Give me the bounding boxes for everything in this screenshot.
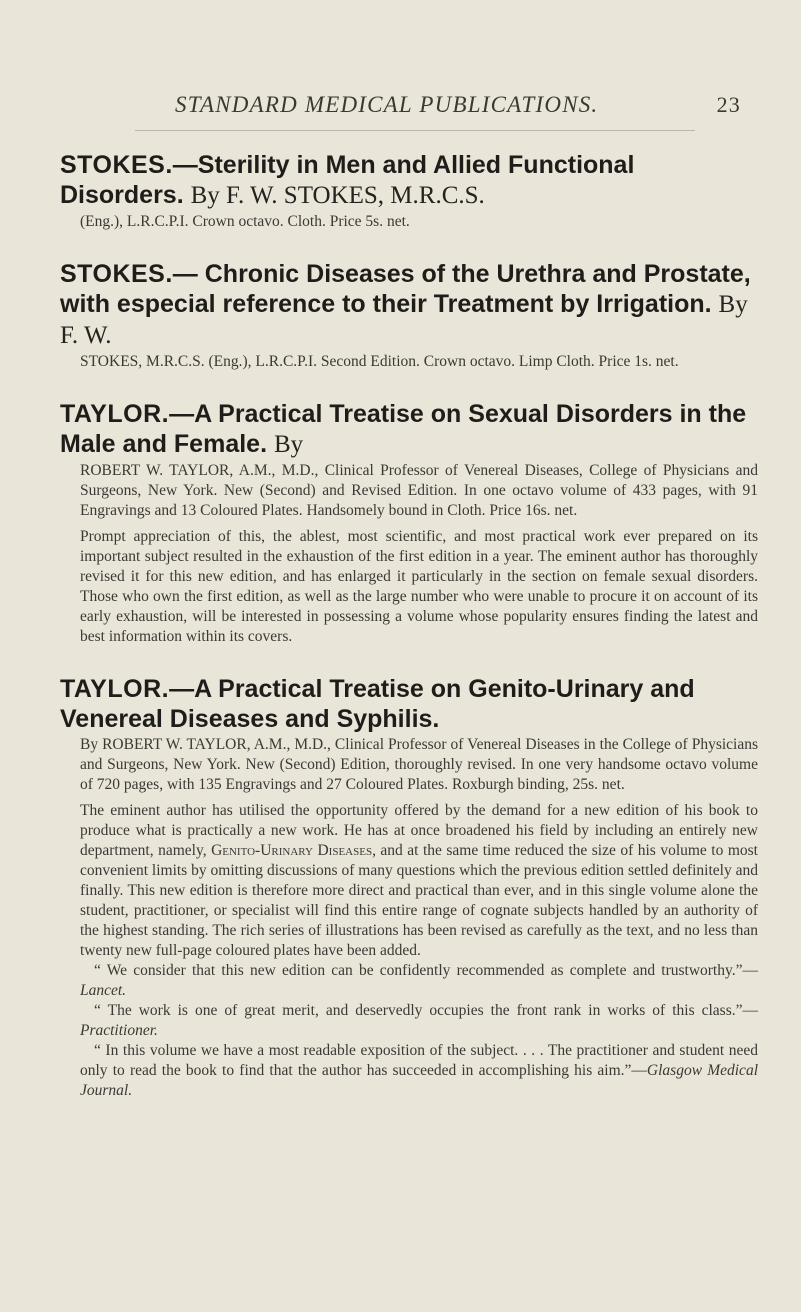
entry-stokes-urethra (58, 259, 758, 372)
entry-taylor-sexual-disorders (58, 399, 758, 647)
entry-heading (58, 674, 758, 734)
entry-description: Prompt appreciation of this, the ablest, most scientific, and most practical work ever prepared on its important subject resulted in the exhaustion of the first edition in a year. The eminent author has thoroughly revised it for this new edition, and has enlarged it particularly in the section on female sexual disorders. Those who own the first edition, as well as the large number who were unable to procure it on account of its early exhaustion, will be interested in possessing a volume whose popularity ensures finding the latest and best information within its covers. (80, 528, 758, 645)
entry-author: STOKES. (60, 151, 173, 179)
entry-byline: By (273, 431, 304, 458)
description-small-caps: Genito-Urinary Diseases (211, 842, 373, 859)
running-head-title: STANDARD MEDICAL PUBLICATIONS. (175, 92, 599, 117)
entry-heading (58, 150, 758, 211)
entry-heading (58, 259, 758, 351)
quote-text: “ We consider that this new edition can be confidently recommended as complete and trustworthy.”— (94, 962, 758, 979)
entry-title: —Sterility in Men and Allied Functional Disorders. (60, 151, 635, 209)
entry-heading (58, 399, 758, 460)
quote-source: Practitioner. (80, 1022, 158, 1039)
review-quote (80, 1041, 758, 1101)
review-quote (80, 961, 758, 1001)
page-number: 23 (716, 92, 741, 117)
entry-author: STOKES. (60, 260, 173, 288)
entry-meta: STOKES, M.R.C.S. (Eng.), L.R.C.P.I. Second Edition. Crown octavo. Limp Cloth. Price 1s. net. (80, 353, 679, 370)
quote-text: “ In this volume we have a most readable exposition of the subject. . . . The practitioner and student need only to read the book to find that the author has succeeded in accomplishing his aim.”— (80, 1042, 758, 1079)
entry-title: —A Practical Treatise on Sexual Disorders in the Male and Female. (60, 400, 747, 458)
entry-meta: By ROBERT W. TAYLOR, A.M., M.D., Clinical Professor of Venereal Diseases in the College of Physicians and Surgeons, New York. New (Second) Edition, thoroughly revised. In one very handsome octavo volume of 720 pages, with 135 Engravings and 27 Coloured Plates. Roxburgh binding, 25s. net. (80, 736, 758, 793)
quote-text: “ The work is one of great merit, and deservedly occupies the front rank in works of this class.”— (94, 1002, 758, 1019)
running-head (175, 92, 741, 118)
entry-title: —A Practical Treatise on Genito-Urinary and Venereal Diseases and Syphilis. (60, 675, 695, 733)
description-text: , and at the same time reduced the size of his volume to most convenient limits by omitting discussions of many questions which the previous edition settled definitely and finally. This new edition is therefore more direct and practical than ever, and in this single volume alone the student, practitioner, or specialist will find this entire range of cognate subjects handled by an authority of the highest standing. The rich series of illustrations has been revised as carefully as the text, and no less than twenty new full-page coloured plates have been added. (80, 842, 758, 959)
quote-source: Lancet. (80, 982, 127, 999)
header-rule (135, 130, 695, 131)
entry-taylor-genito-urinary (58, 674, 758, 1101)
review-quote (80, 1001, 758, 1041)
entry-stokes-sterility (58, 150, 758, 232)
entry-title: — Chronic Diseases of the Urethra and Prostate, with especial reference to their Treatment by Irrigation. (60, 260, 751, 318)
quote-source: Glasgow Medical Journal. (80, 1062, 758, 1099)
catalogue-listing (58, 150, 758, 1128)
entry-byline: By F. W. (60, 291, 748, 349)
description-text: The eminent author has utilised the opportunity offered by the demand for a new edition of his book to produce what is practically a new work. He has at once broadened his field by including an entirely new department, namely, (80, 802, 758, 859)
entry-meta: (Eng.), L.R.C.P.I. Crown octavo. Cloth. Price 5s. net. (80, 213, 410, 230)
entry-byline: By F. W. STOKES, M.R.C.S. (190, 182, 485, 209)
entry-author: TAYLOR. (60, 675, 170, 703)
entry-description (80, 801, 758, 961)
entry-author: TAYLOR. (60, 400, 170, 428)
entry-meta: ROBERT W. TAYLOR, A.M., M.D., Clinical Professor of Venereal Diseases, College of Physicians and Surgeons, New York. New (Second) and Revised Edition. In one octavo volume of 433 pages, with 91 Engravings and 13 Coloured Plates. Handsomely bound in Cloth. Price 16s. net. (80, 462, 758, 519)
